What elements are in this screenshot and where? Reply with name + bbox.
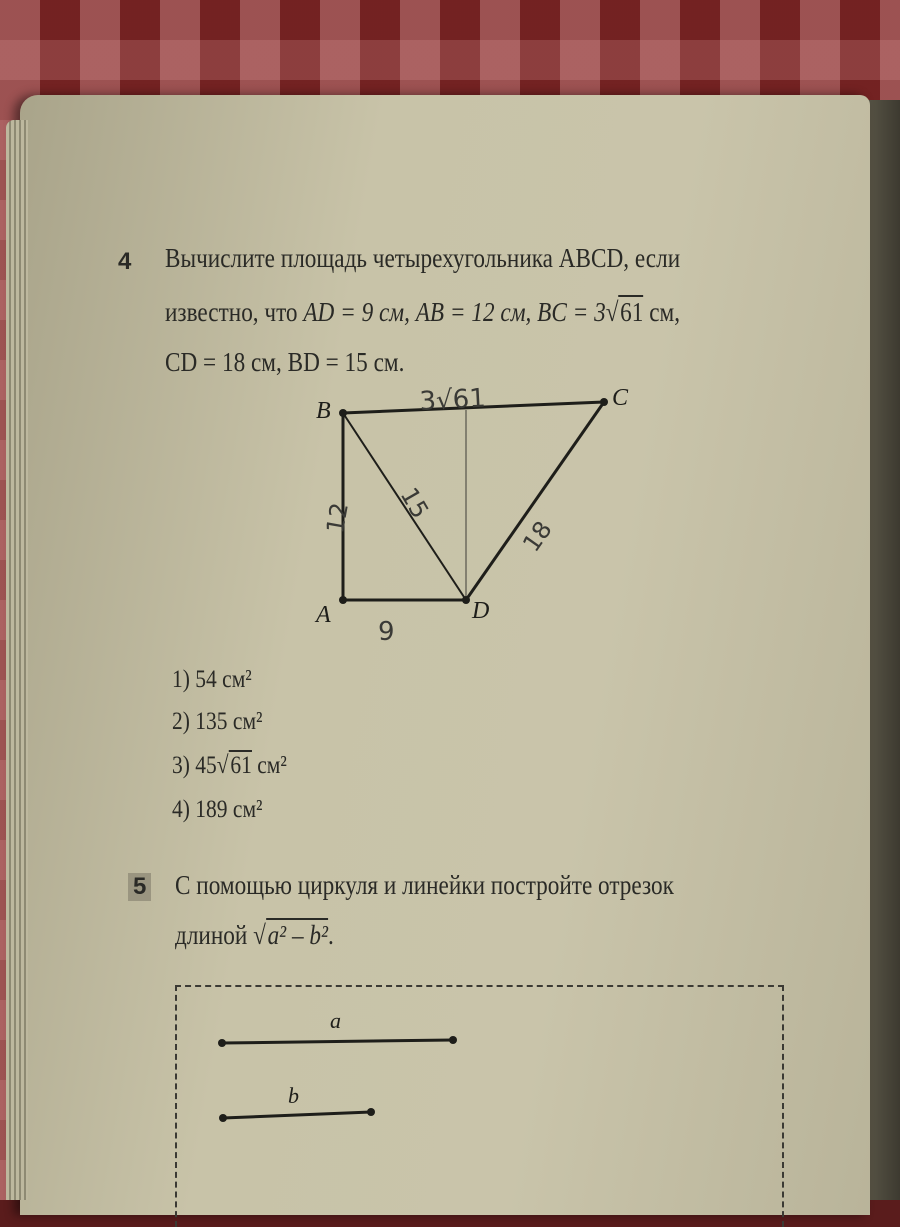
label-d: D [472,598,490,624]
problem-4-line-3: CD = 18 см, BD = 15 см. [165,347,405,377]
point-c [600,398,608,406]
problem-5-line-1: С помощью циркуля и линейки постройте отрезок [175,870,674,900]
segment-b-label: b [288,1083,299,1108]
answer-option-1[interactable]: 1) 54 см² [172,666,252,693]
answer-option-2[interactable]: 2) 135 см² [172,708,263,735]
point-b [339,409,347,417]
problem-4-line-1: Вычислите площадь четырехугольника ABCD, если [165,243,681,273]
problem-4-number: 4 [118,248,132,275]
handwritten-ad: 9 [378,617,395,647]
problem-4-line-2: известно, что AD = 9 см, AB = 12 см, BC = 3√61 см, [165,297,681,327]
answer-option-4[interactable]: 4) 189 см² [172,796,263,823]
handwritten-bc: 3√61 [418,383,487,417]
label-a: A [316,602,331,628]
side-cd [466,402,604,600]
answer-option-3[interactable]: 3) 45√61 см² [172,752,287,779]
handwritten-cd: 18 [517,515,558,558]
label-b: B [316,398,331,424]
problem-5-number: 5 [128,873,151,901]
segment-a-label: a [330,1008,341,1033]
construction-area[interactable] [175,985,784,1227]
handwritten-ab: 12 [321,500,354,536]
label-c: C [612,385,629,411]
problem-5-line-2: длиной √a² – b². [175,920,334,950]
handwritten-bd: 15 [394,482,435,524]
point-a [339,596,347,604]
point-d [462,596,470,604]
